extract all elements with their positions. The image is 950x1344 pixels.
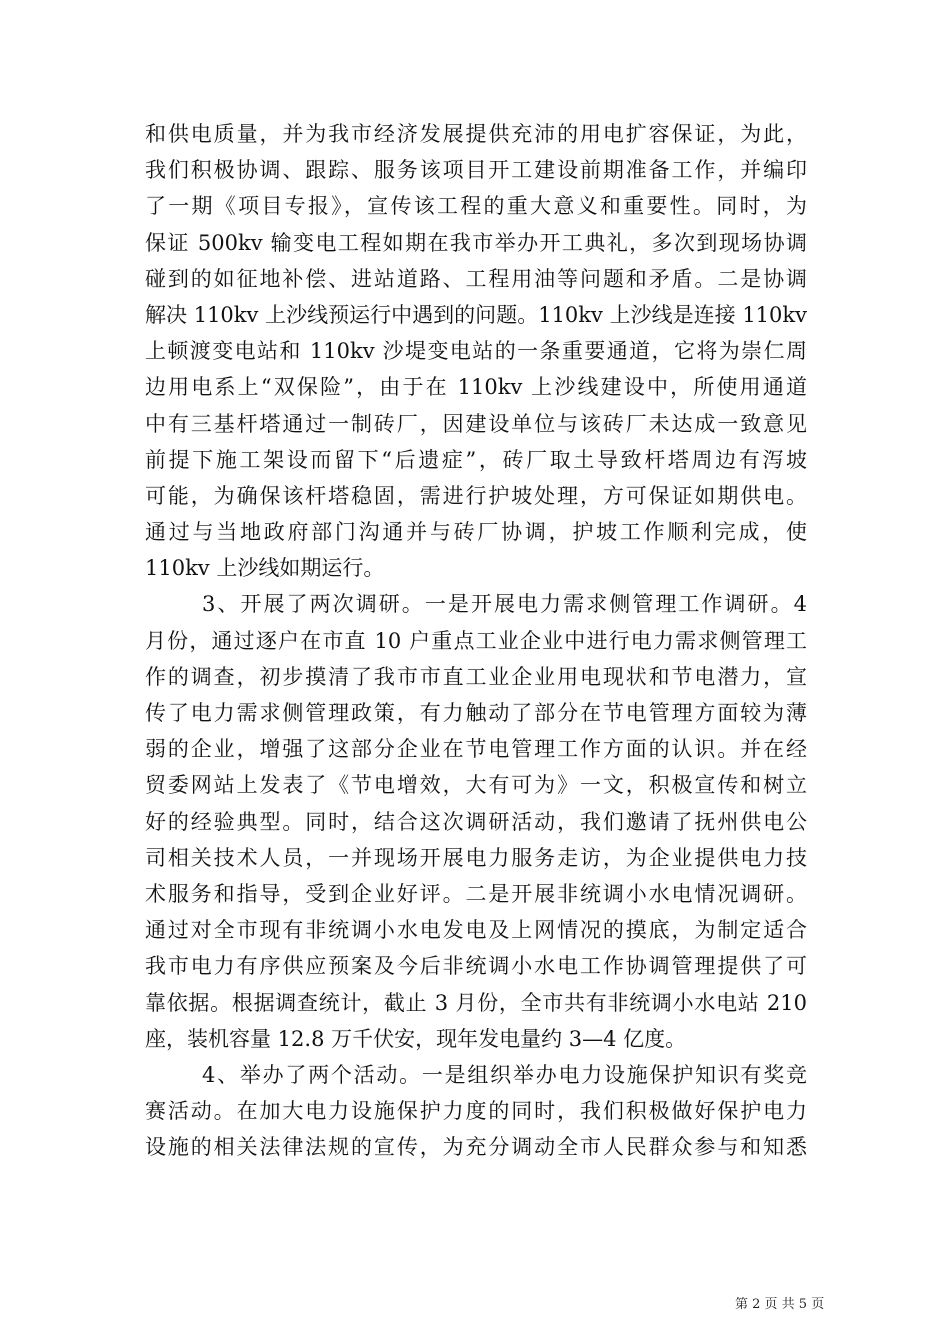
page-number: 第 2 页 共 5 页 [735,1297,825,1312]
text-line: 传了电力需求侧管理政策，有力触动了部分在节电管理方面较为薄 [145,701,807,725]
text-line: 上顿渡变电站和 110kv 沙堤变电站的一条重要通道，它将为崇仁周 [145,339,807,364]
text-line: 月份，通过逐户在市直 10 户重点工业企业中进行电力需求侧管理工 [145,628,807,653]
text-line: 3、开展了两次调研。一是开展电力需求侧管理工作调研。4 [202,592,807,617]
text-line: 前提下施工架设而留下“后遗症”，砖厂取土导致杆塔周边有泻坡 [145,447,807,472]
text-line: 解决 110kv 上沙线预运行中遇到的问题。110kv 上沙线是连接 110kv [145,302,807,327]
text-line: 弱的企业，增强了这部分企业在节电管理工作方面的认识。并在经 [145,737,807,762]
text-line: 座，装机容量 12.8 万千伏安，现年发电量约 3—4 亿度。 [145,1026,687,1051]
text-line: 110kv 上沙线如期运行。 [145,556,385,581]
text-line: 靠依据。根据调查统计，截止 3 月份，全市共有非统调小水电站 210 [145,990,807,1015]
text-line: 司相关技术人员，一并现场开展电力服务走访，为企业提供电力技 [145,845,807,870]
text-line: 碰到的如征地补偿、进站道路、工程用油等问题和矛盾。二是协调 [145,266,807,291]
text-line: 了一期《项目专报》，宣传该工程的重大意义和重要性。同时，为 [145,194,807,219]
text-line: 保证 500kv 输变电工程如期在我市举办开工典礼，多次到现场协调 [145,230,807,255]
text-line: 4、举办了两个活动。一是组织举办电力设施保护知识有奖竞 [202,1062,807,1087]
document-body [145,116,807,1165]
text-line: 好的经验典型。同时，结合这次调研活动，我们邀请了抚州供电公 [145,809,807,834]
text-line: 可能，为确保该杆塔稳固，需进行护坡处理，方可保证如期供电。 [145,483,807,508]
text-line: 中有三基杆塔通过一制砖厂，因建设单位与该砖厂未达成一致意见 [145,411,807,436]
text-line: 边用电系上“双保险”，由于在 110kv 上沙线建设中，所使用通道 [145,375,807,400]
text-line: 贸委网站上发表了《节电增效，大有可为》一文，积极宣传和树立 [145,773,807,798]
text-line: 设施的相关法律法规的宣传，为充分调动全市人民群众参与和知悉 [145,1135,807,1160]
text-line: 术服务和指导，受到企业好评。二是开展非统调小水电情况调研。 [145,881,807,906]
text-line: 我市电力有序供应预案及今后非统调小水电工作协调管理提供了可 [145,954,807,979]
text-line: 赛活动。在加大电力设施保护力度的同时，我们积极做好保护电力 [145,1099,807,1124]
text-line: 和供电质量，并为我市经济发展提供充沛的用电扩容保证，为此， [145,122,807,146]
text-line: 通过与当地政府部门沟通并与砖厂协调，护坡工作顺利完成，使 [145,520,807,545]
text-line: 作的调查，初步摸清了我市市直工业企业用电现状和节电潜力，宣 [145,664,807,689]
text-line: 通过对全市现有非统调小水电发电及上网情况的摸底，为制定适合 [145,918,807,943]
text-line: 我们积极协调、跟踪、服务该项目开工建设前期准备工作，并编印 [145,158,807,183]
